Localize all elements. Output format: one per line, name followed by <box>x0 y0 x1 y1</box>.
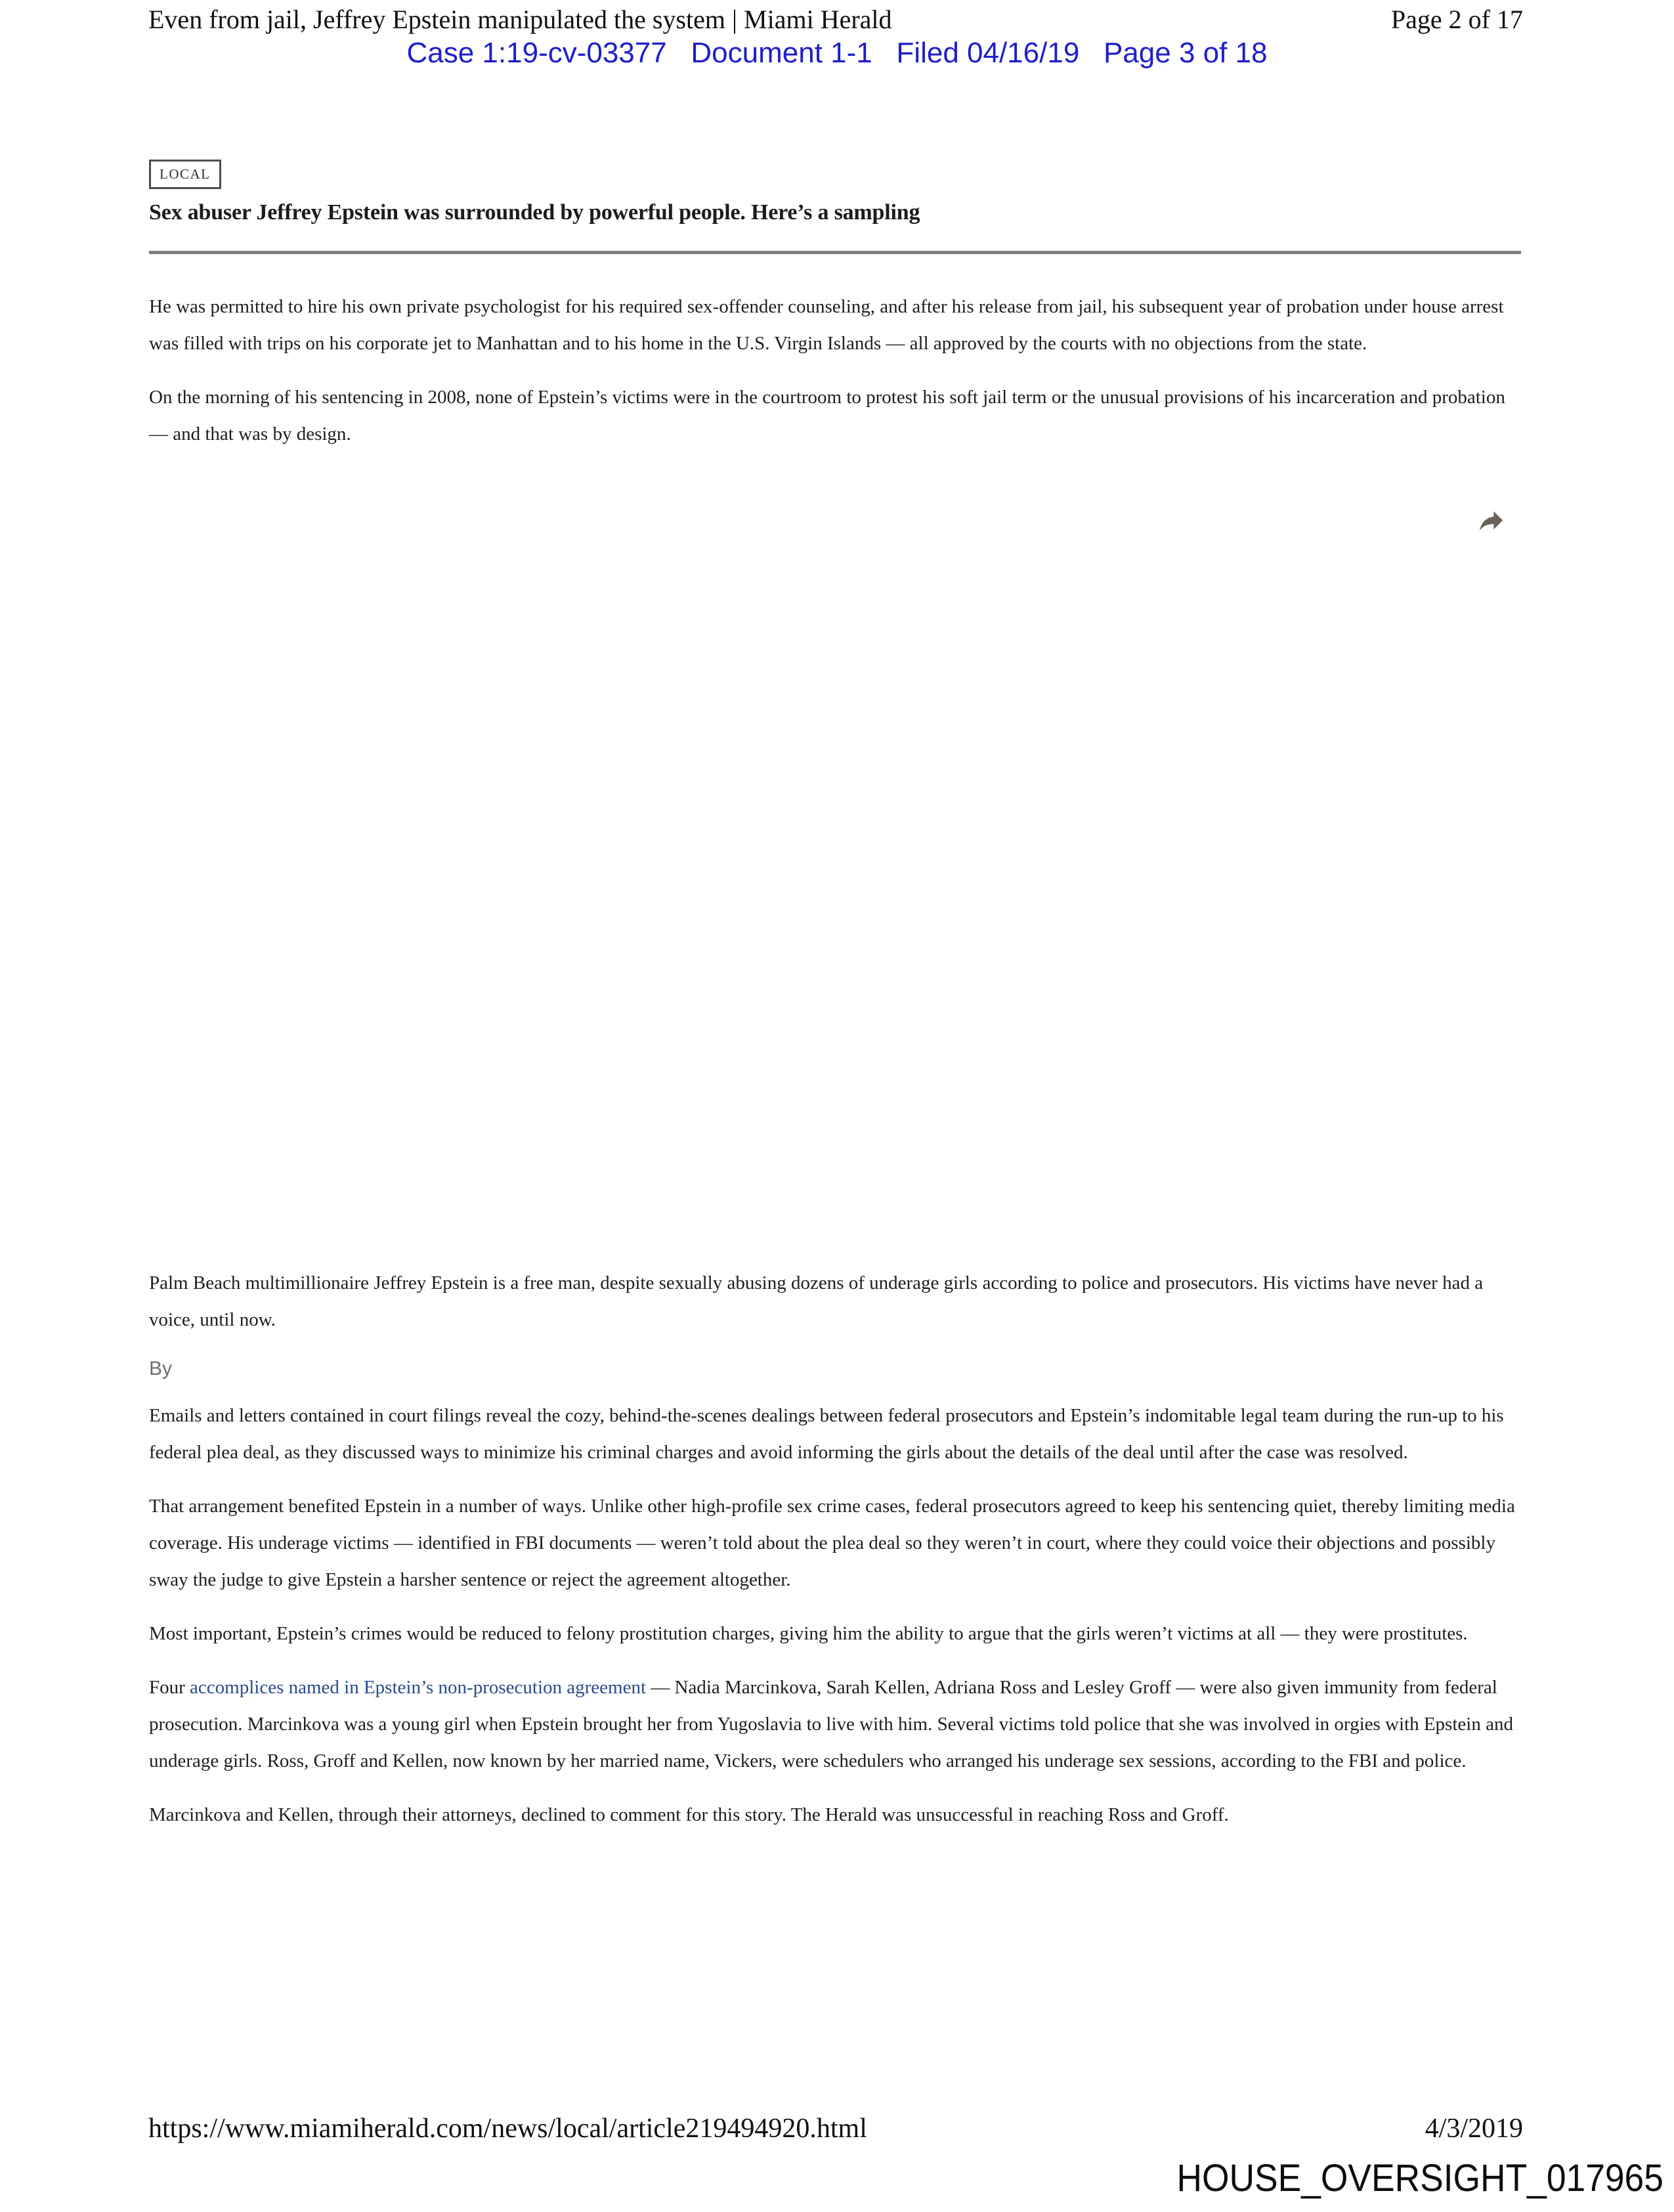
section-kicker: LOCAL <box>149 160 221 189</box>
article-paragraph: He was permitted to hire his own private psychologist for his required sex-offender counseling, and after his release from jail, his subsequent year of probation under house arrest was filled with trips on his corporate jet to Manhattan and to his home in the U.S. Virgin Islands — all approved by the courts with no objections from the state. <box>149 296 1504 354</box>
link-paragraph-suffix: — Nadia Marcinkova, Sarah Kellen, Adriana Ross and Lesley Groff — were also given immunity from federal prosecution. Marcinkova was a young girl when Epstein brought her from Yugoslavia to live with him. Several victims told police that she was involved in orgies with Epstein and underage girls. Ross, Groff and Kellen, now known by her married name, Vickers, were schedulers who arranged his underage sex sessions, according to the FBI and police. <box>149 1677 1513 1771</box>
article-paragraph: Emails and letters contained in court filings reveal the cozy, behind-the-scenes dealings between federal prosecutors and Epstein’s indomitable legal team during the run-up to his federal plea deal, as they discussed ways to minimize his criminal charges and avoid informing the girls about the details of the deal until after the case was resolved. <box>149 1405 1504 1463</box>
non-prosecution-agreement-link[interactable]: accomplices named in Epstein’s non-prosecution agreement <box>190 1677 647 1698</box>
headline-divider <box>149 251 1521 254</box>
print-header <box>148 4 1523 35</box>
image-caption: Palm Beach multimillionaire Jeffrey Epstein is a free man, despite sexually abusing dozens of underage girls according to police and prosecutors. His victims have never had a voice, until now. <box>149 1272 1484 1330</box>
footer-url: https://www.miamiherald.com/news/local/article219494920.html <box>148 2114 867 2144</box>
footer-date: 4/3/2019 <box>1425 2114 1523 2144</box>
link-paragraph-prefix: Four <box>149 1677 190 1698</box>
print-header-title: Even from jail, Jeffrey Epstein manipulated the system | Miami Herald <box>148 5 892 34</box>
article-headline: Sex abuser Jeffrey Epstein was surrounded by powerful people. Here’s a sampling <box>149 200 920 225</box>
bates-stamp: HOUSE_OVERSIGHT_017965 <box>1176 2157 1663 2200</box>
article <box>149 160 1521 1833</box>
article-paragraph: Marcinkova and Kellen, through their attorneys, declined to comment for this story. The Herald was unsuccessful in reaching Ross and Groff. <box>149 1804 1229 1825</box>
print-header-page-number: Page 2 of 17 <box>1390 5 1523 34</box>
article-paragraph: Most important, Epstein’s crimes would be reduced to felony prostitution charges, giving him the ability to argue that the girls weren’t victims at all — they were prostitutes. <box>149 1623 1468 1644</box>
article-paragraph-with-link <box>149 1669 1521 1779</box>
share-icon[interactable] <box>1476 505 1507 536</box>
print-footer <box>148 2113 1523 2144</box>
article-paragraph: On the morning of his sentencing in 2008, none of Epstein’s victims were in the courtroom to protest his soft jail term or the unusual provisions of his incarceration and probation — and that was by design. <box>149 387 1505 445</box>
case-stamp: Case 1:19-cv-03377 Document 1-1 Filed 04/16/19 Page 3 of 18 <box>406 37 1268 69</box>
article-paragraph: That arrangement benefited Epstein in a number of ways. Unlike other high-profile sex crime cases, federal prosecutors agreed to keep his sentencing quiet, thereby limiting media coverage. His underage victims — identified in FBI documents — weren’t told about the plea deal so they weren’t in court, where they could voice their objections and possibly sway the judge to give Epstein a harsher sentence or reject the agreement altogether. <box>149 1496 1515 1590</box>
article-image-placeholder <box>149 472 1521 1237</box>
byline-label: By <box>149 1358 173 1379</box>
